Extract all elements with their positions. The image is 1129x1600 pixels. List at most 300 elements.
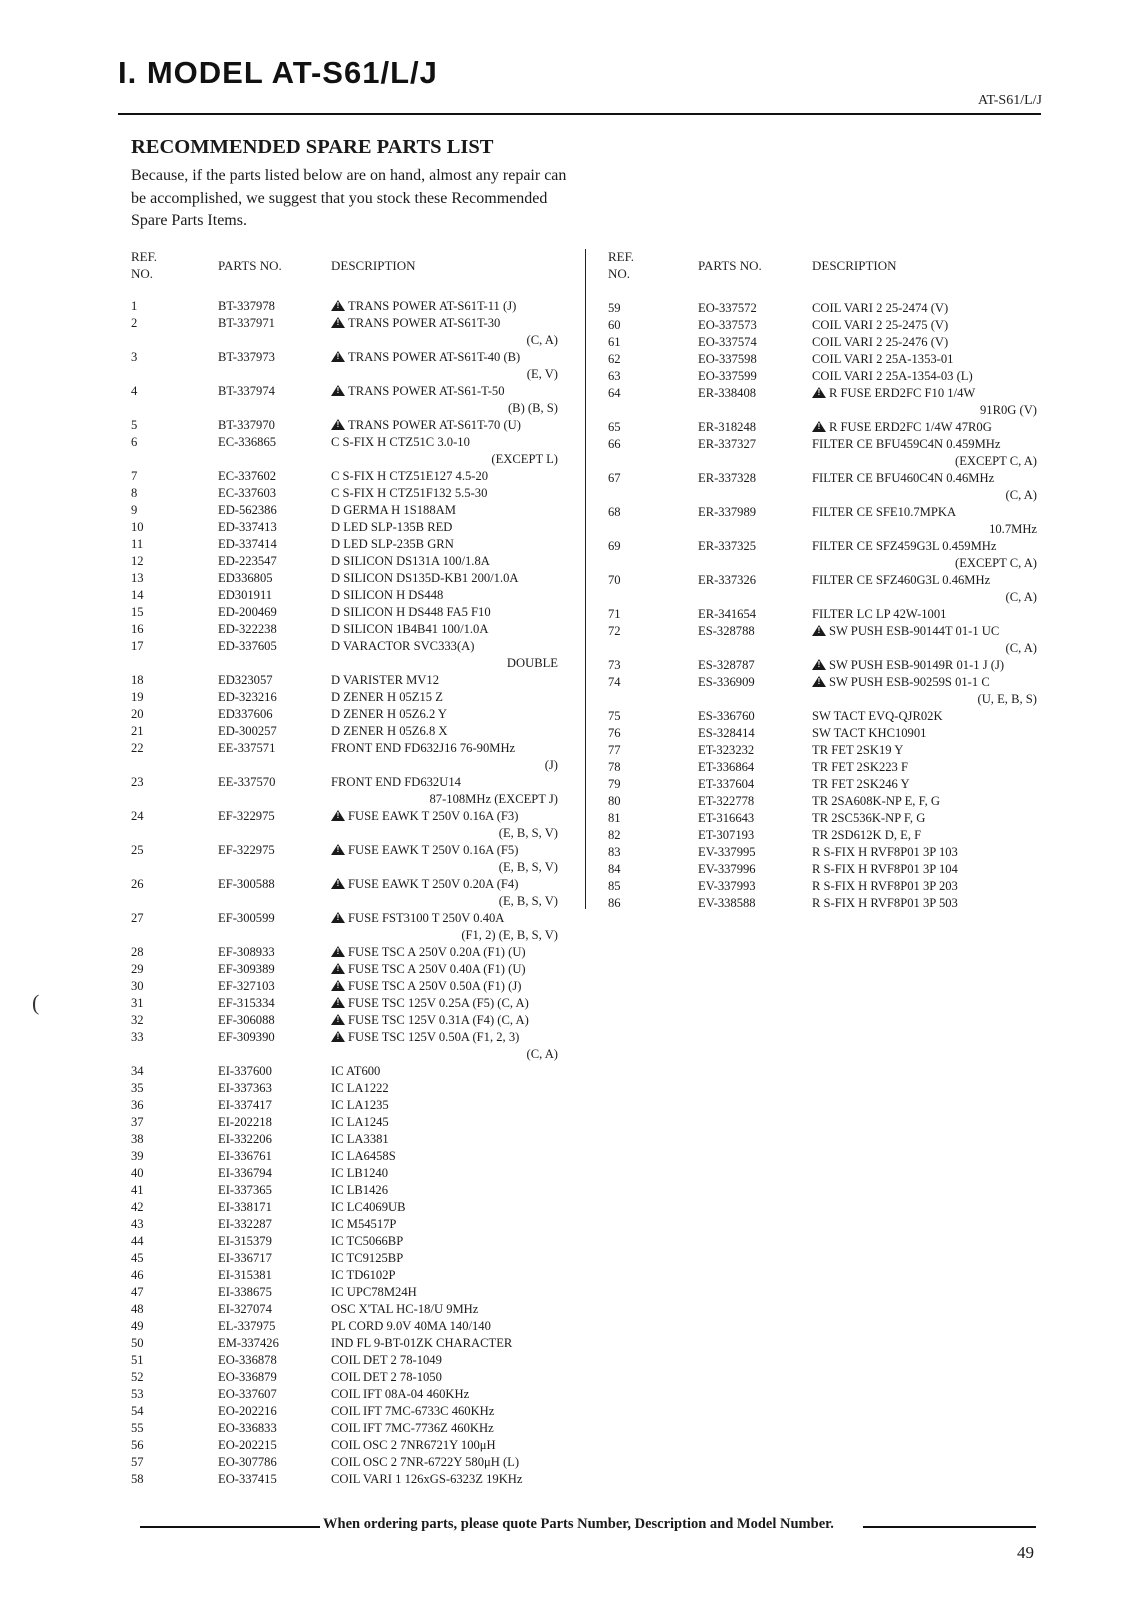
part-description: C S-FIX H CTZ51C 3.0-10	[331, 435, 470, 449]
safety-warning-icon	[331, 419, 345, 430]
part-description: TR 2SA608K-NP E, F, G	[812, 794, 940, 808]
part-number: BT-337974	[218, 384, 275, 398]
right-ref-header	[608, 248, 634, 282]
ref-number: 7	[131, 469, 138, 483]
part-number: EO-336833	[218, 1421, 277, 1435]
ref-number: 35	[131, 1081, 144, 1095]
ref-number: 27	[131, 911, 144, 925]
safety-warning-icon	[812, 659, 826, 670]
ref-number: 70	[608, 573, 621, 587]
part-description: C S-FIX H CTZ51F132 5.5-30	[331, 486, 488, 500]
part-number: ED-337413	[218, 520, 277, 534]
ref-number: 56	[131, 1438, 144, 1452]
safety-warning-icon	[331, 980, 345, 991]
part-number: EI-315381	[218, 1268, 272, 1282]
part-number: ER-337327	[698, 437, 757, 451]
left-parts-no-header: PARTS NO.	[218, 258, 282, 273]
part-number: EV-337995	[698, 845, 756, 859]
part-description: TR FET 2SK223 F	[812, 760, 908, 774]
model-tag: AT-S61/L/J	[977, 93, 1042, 108]
part-description	[812, 623, 999, 640]
part-description: SW TACT EVQ-QJR02K	[812, 709, 943, 723]
part-number: ER-341654	[698, 607, 757, 621]
description-text: FUSE TSC 125V 0.25A (F5) (C, A)	[348, 996, 529, 1010]
ref-number: 19	[131, 690, 144, 704]
part-description	[331, 961, 526, 978]
part-number: EO-202216	[218, 1404, 277, 1418]
part-number: EO-337598	[698, 352, 757, 366]
description-continuation: (E, B, S, V)	[498, 894, 558, 908]
part-number: ED336805	[218, 571, 273, 585]
ref-number: 29	[131, 962, 144, 976]
description-text: FUSE FST3100 T 250V 0.40A	[348, 911, 505, 925]
part-description: COIL VARI 2 25A-1354-03 (L)	[812, 369, 973, 383]
part-description	[331, 944, 526, 961]
part-description: IC LA1245	[331, 1115, 389, 1129]
part-description	[331, 417, 521, 434]
part-number: EI-337365	[218, 1183, 272, 1197]
part-number: ED-337414	[218, 537, 277, 551]
ref-number: 79	[608, 777, 621, 791]
description-continuation: 10.7MHz	[989, 522, 1037, 536]
description-text: SW PUSH ESB-90149R 01-1 J (J)	[829, 658, 1005, 672]
ref-number: 60	[608, 318, 621, 332]
part-description: IND FL 9-BT-01ZK CHARACTER	[331, 1336, 513, 1350]
part-description: IC TC9125BP	[331, 1251, 404, 1265]
ref-number: 31	[131, 996, 144, 1010]
ref-number: 61	[608, 335, 621, 349]
safety-warning-icon	[331, 844, 345, 855]
part-description: D VARACTOR SVC333(A)	[331, 639, 475, 653]
description-continuation: (B) (B, S)	[507, 401, 558, 415]
part-number: EF-309389	[218, 962, 275, 976]
part-number: EO-337415	[218, 1472, 277, 1486]
ref-number: 30	[131, 979, 144, 993]
part-description: D ZENER H 05Z6.2 Y	[331, 707, 448, 721]
part-description	[331, 298, 516, 315]
part-description: FRONT END FD632U14	[331, 775, 461, 789]
part-description	[331, 1012, 529, 1029]
ref-number: 18	[131, 673, 144, 687]
ref-number: 62	[608, 352, 621, 366]
part-number: EI-332287	[218, 1217, 272, 1231]
part-number: EO-336878	[218, 1353, 277, 1367]
part-number: EI-332206	[218, 1132, 272, 1146]
part-number: ED-562386	[218, 503, 277, 517]
part-description: D ZENER H 05Z6.8 X	[331, 724, 448, 738]
part-description	[812, 657, 1004, 674]
ref-number: 5	[131, 418, 138, 432]
description-text: FUSE EAWK T 250V 0.16A (F5)	[348, 843, 519, 857]
part-number: ED301911	[218, 588, 273, 602]
description-text: R FUSE ERD2FC 1/4W 47R0G	[829, 420, 992, 434]
description-text: SW PUSH ESB-90144T 01-1 UC	[829, 624, 1000, 638]
ref-number: 4	[131, 384, 138, 398]
description-continuation: (C, A)	[1005, 641, 1037, 655]
part-description: D GERMA H 1S188AM	[331, 503, 456, 517]
part-number: ES-328414	[698, 726, 755, 740]
ref-number: 51	[131, 1353, 144, 1367]
ref-number: 68	[608, 505, 621, 519]
part-number: EV-337996	[698, 862, 756, 876]
safety-warning-icon	[331, 1031, 345, 1042]
ref-number: 54	[131, 1404, 144, 1418]
part-description: COIL DET 2 78-1050	[331, 1370, 442, 1384]
part-description: FRONT END FD632J16 76-90MHz	[331, 741, 516, 755]
part-number: BT-337970	[218, 418, 275, 432]
part-description: D SILICON H DS448	[331, 588, 444, 602]
part-number: EF-322975	[218, 843, 275, 857]
part-number: EC-337603	[218, 486, 277, 500]
part-description: D SILICON 1B4B41 100/1.0A	[331, 622, 489, 636]
part-number: EV-337993	[698, 879, 756, 893]
ref-number: 80	[608, 794, 621, 808]
part-number: EC-336865	[218, 435, 277, 449]
safety-warning-icon	[331, 878, 345, 889]
part-number: EE-337571	[218, 741, 276, 755]
part-description: IC LB1426	[331, 1183, 389, 1197]
part-description: IC LB1240	[331, 1166, 389, 1180]
part-description: D LED SLP-135B RED	[331, 520, 453, 534]
safety-warning-icon	[331, 1014, 345, 1025]
footer-rule-right	[863, 1526, 1036, 1528]
ref-number: 24	[131, 809, 144, 823]
safety-warning-icon	[331, 963, 345, 974]
part-number: ET-322778	[698, 794, 755, 808]
ref-number: 55	[131, 1421, 144, 1435]
part-number: ER-338408	[698, 386, 757, 400]
part-description	[331, 808, 518, 825]
ref-number: 38	[131, 1132, 144, 1146]
description-text: TRANS POWER AT-S61T-30	[348, 316, 501, 330]
description-text: FUSE TSC A 250V 0.20A (F1) (U)	[348, 945, 526, 959]
safety-warning-icon	[331, 946, 345, 957]
part-number: EF-300599	[218, 911, 275, 925]
part-number: EO-337599	[698, 369, 757, 383]
description-continuation: (F1, 2) (E, B, S, V)	[461, 928, 558, 942]
part-number: EL-337975	[218, 1319, 276, 1333]
part-description: TR 2SD612K D, E, F	[812, 828, 922, 842]
ref-number: 15	[131, 605, 144, 619]
part-description: FILTER CE SFZ459G3L 0.459MHz	[812, 539, 997, 553]
ref-number: 59	[608, 301, 621, 315]
part-number: EM-337426	[218, 1336, 279, 1350]
part-description: D SILICON DS135D-KB1 200/1.0A	[331, 571, 519, 585]
part-description: IC TC5066BP	[331, 1234, 404, 1248]
ref-number: 44	[131, 1234, 144, 1248]
description-continuation: DOUBLE	[506, 656, 558, 670]
ref-number: 11	[131, 537, 144, 551]
ref-number: 37	[131, 1115, 144, 1129]
ref-number: 46	[131, 1268, 144, 1282]
header-rule	[118, 113, 1041, 115]
part-description: R S-FIX H RVF8P01 3P 503	[812, 896, 958, 910]
part-number: ET-316643	[698, 811, 755, 825]
part-description: TR FET 2SK246 Y	[812, 777, 910, 791]
part-number: ED337606	[218, 707, 273, 721]
part-description: COIL VARI 2 25-2476 (V)	[812, 335, 949, 349]
part-description: R S-FIX H RVF8P01 3P 103	[812, 845, 958, 859]
part-description: FILTER LC LP 42W-1001	[812, 607, 947, 621]
description-text: FUSE TSC A 250V 0.50A (F1) (J)	[348, 979, 522, 993]
ref-number: 16	[131, 622, 144, 636]
part-description	[812, 419, 992, 436]
part-description	[812, 385, 975, 402]
ref-number: 25	[131, 843, 144, 857]
ref-number: 53	[131, 1387, 144, 1401]
ref-number: 77	[608, 743, 621, 757]
ref-number: 75	[608, 709, 621, 723]
part-number: ED-300257	[218, 724, 277, 738]
column-divider	[585, 249, 586, 909]
safety-warning-icon	[331, 997, 345, 1008]
page-title: I. MODEL AT-S61/L/J	[118, 55, 438, 90]
part-description: IC LA1235	[331, 1098, 389, 1112]
part-description: IC LA3381	[331, 1132, 389, 1146]
safety-warning-icon	[331, 385, 345, 396]
ref-number: 26	[131, 877, 144, 891]
part-description: FILTER CE BFU459C4N 0.459MHz	[812, 437, 1001, 451]
part-description: IC AT600	[331, 1064, 381, 1078]
ref-number: 52	[131, 1370, 144, 1384]
ref-number: 76	[608, 726, 621, 740]
part-number: EI-202218	[218, 1115, 272, 1129]
part-number: EF-322975	[218, 809, 275, 823]
part-number: EO-337574	[698, 335, 757, 349]
part-number: BT-337973	[218, 350, 275, 364]
part-number: EI-337417	[218, 1098, 272, 1112]
part-description: COIL VARI 2 25-2474 (V)	[812, 301, 949, 315]
ref-number: 49	[131, 1319, 144, 1333]
part-number: EF-315334	[218, 996, 275, 1010]
ref-number: 8	[131, 486, 138, 500]
ref-number: 69	[608, 539, 621, 553]
description-text: FUSE TSC 125V 0.31A (F4) (C, A)	[348, 1013, 529, 1027]
ref-number: 64	[608, 386, 621, 400]
part-description: FILTER CE SFZ460G3L 0.46MHz	[812, 573, 991, 587]
part-number: EI-327074	[218, 1302, 272, 1316]
part-number: EO-307786	[218, 1455, 277, 1469]
section-heading: RECOMMENDED SPARE PARTS LIST	[131, 136, 494, 158]
part-number: ET-336864	[698, 760, 755, 774]
part-description: D ZENER H 05Z15 Z	[331, 690, 443, 704]
description-text: R FUSE ERD2FC F10 1/4W	[829, 386, 976, 400]
description-text: TRANS POWER AT-S61T-70 (U)	[348, 418, 521, 432]
part-number: ER-337325	[698, 539, 757, 553]
page-number: 49	[1017, 1543, 1034, 1562]
part-number: ED-323216	[218, 690, 277, 704]
ref-number: 42	[131, 1200, 144, 1214]
part-number: EI-336761	[218, 1149, 272, 1163]
ref-number: 81	[608, 811, 621, 825]
part-number: EE-337570	[218, 775, 276, 789]
part-description: IC M54517P	[331, 1217, 397, 1231]
part-description	[331, 349, 520, 366]
ref-header-line1: REF.	[608, 249, 635, 264]
ref-number: 23	[131, 775, 144, 789]
part-description: OSC X'TAL HC-18/U 9MHz	[331, 1302, 479, 1316]
part-description: IC LA1222	[331, 1081, 389, 1095]
part-description	[331, 1029, 519, 1046]
description-text: FUSE TSC A 250V 0.40A (F1) (U)	[348, 962, 526, 976]
ref-number: 74	[608, 675, 621, 689]
part-description: COIL IFT 7MC-7736Z 460KHz	[331, 1421, 494, 1435]
part-number: EI-315379	[218, 1234, 272, 1248]
part-number: ER-337326	[698, 573, 757, 587]
part-number: EF-309390	[218, 1030, 275, 1044]
part-description: FILTER CE SFE10.7MPKA	[812, 505, 957, 519]
ref-number: 9	[131, 503, 138, 517]
part-description: COIL VARI 2 25A-1353-01	[812, 352, 954, 366]
ref-number: 47	[131, 1285, 144, 1299]
description-continuation: (C, A)	[1005, 488, 1037, 502]
part-description: IC LA6458S	[331, 1149, 396, 1163]
ref-number: 1	[131, 299, 138, 313]
ref-number: 22	[131, 741, 144, 755]
part-number: ES-328788	[698, 624, 755, 638]
description-continuation: (EXCEPT C, A)	[955, 454, 1037, 468]
part-number: EI-337363	[218, 1081, 272, 1095]
part-number: EI-338171	[218, 1200, 272, 1214]
part-number: BT-337978	[218, 299, 275, 313]
description-continuation: (J)	[544, 758, 558, 772]
ref-number: 32	[131, 1013, 144, 1027]
ref-number: 3	[131, 350, 138, 364]
ref-number: 84	[608, 862, 621, 876]
part-number: EO-337573	[698, 318, 757, 332]
description-text: TRANS POWER AT-S61T-40 (B)	[348, 350, 521, 364]
ref-number: 85	[608, 879, 621, 893]
description-continuation: (E, B, S, V)	[498, 860, 558, 874]
part-description: COIL VARI 2 25-2475 (V)	[812, 318, 949, 332]
part-description	[331, 842, 518, 859]
ref-number: 63	[608, 369, 621, 383]
part-description	[331, 383, 505, 400]
footer-rule-left	[140, 1526, 320, 1528]
part-description: IC TD6102P	[331, 1268, 396, 1282]
safety-warning-icon	[331, 300, 345, 311]
ref-number: 13	[131, 571, 144, 585]
description-text: FUSE EAWK T 250V 0.16A (F3)	[348, 809, 519, 823]
ref-number: 66	[608, 437, 621, 451]
part-description	[331, 910, 504, 927]
ref-number: 14	[131, 588, 144, 602]
part-number: EI-336794	[218, 1166, 272, 1180]
description-continuation: (C, A)	[526, 1047, 558, 1061]
part-number: ED-322238	[218, 622, 277, 636]
description-continuation: (U, E, B, S)	[977, 692, 1037, 706]
safety-warning-icon	[331, 810, 345, 821]
part-number: ED-200469	[218, 605, 277, 619]
description-continuation: (EXCEPT C, A)	[955, 556, 1037, 570]
ref-header-line2: NO.	[608, 266, 631, 281]
part-number: ED323057	[218, 673, 273, 687]
description-continuation: (E, B, S, V)	[498, 826, 558, 840]
description-continuation: (E, V)	[526, 367, 558, 381]
part-description: COIL IFT 7MC-6733C 460KHz	[331, 1404, 495, 1418]
ref-number: 57	[131, 1455, 144, 1469]
ref-header-line2: NO.	[131, 266, 154, 281]
part-description: R S-FIX H RVF8P01 3P 104	[812, 862, 958, 876]
ref-number: 28	[131, 945, 144, 959]
description-text: FUSE EAWK T 250V 0.20A (F4)	[348, 877, 519, 891]
part-description: PL CORD 9.0V 40MA 140/140	[331, 1319, 491, 1333]
ref-number: 21	[131, 724, 144, 738]
left-ref-header	[131, 248, 157, 282]
part-description: TR 2SC536K-NP F, G	[812, 811, 926, 825]
part-number: EF-300588	[218, 877, 275, 891]
ref-number: 40	[131, 1166, 144, 1180]
part-number: ET-323232	[698, 743, 755, 757]
part-description: COIL OSC 2 7NR6721Y 100μH	[331, 1438, 496, 1452]
part-description	[331, 995, 529, 1012]
part-description: D SILICON H DS448 FA5 F10	[331, 605, 491, 619]
part-description	[331, 315, 500, 332]
part-number: ER-318248	[698, 420, 757, 434]
part-number: EI-338675	[218, 1285, 272, 1299]
intro-paragraph: Because, if the parts listed below are on hand, almost any repair can be accomplished, we suggest that you stock these Recommended Spare Parts Items.	[131, 167, 567, 229]
part-number: BT-337971	[218, 316, 275, 330]
part-number: EI-336717	[218, 1251, 272, 1265]
part-description: COIL IFT 08A-04 460KHz	[331, 1387, 470, 1401]
ref-number: 33	[131, 1030, 144, 1044]
part-number: EO-336879	[218, 1370, 277, 1384]
part-number: EF-308933	[218, 945, 275, 959]
part-number: EO-337572	[698, 301, 757, 315]
ref-number: 78	[608, 760, 621, 774]
ref-number: 10	[131, 520, 144, 534]
description-text: SW PUSH ESB-90259S 01-1 C	[829, 675, 990, 689]
part-description	[331, 876, 518, 893]
part-description: SW TACT KHC10901	[812, 726, 927, 740]
part-description: D SILICON DS131A 100/1.8A	[331, 554, 490, 568]
part-number: EI-337600	[218, 1064, 272, 1078]
part-description: IC LC4069UB	[331, 1200, 406, 1214]
right-parts-no-header: PARTS NO.	[698, 258, 762, 273]
part-description: TR FET 2SK19 Y	[812, 743, 904, 757]
footer-note: When ordering parts, please quote Parts Number, Description and Model Number.	[323, 1516, 834, 1532]
part-description	[331, 978, 521, 995]
part-description: R S-FIX H RVF8P01 3P 203	[812, 879, 958, 893]
ref-number: 6	[131, 435, 138, 449]
part-number: EO-202215	[218, 1438, 277, 1452]
ref-number: 36	[131, 1098, 144, 1112]
part-number: ER-337989	[698, 505, 757, 519]
safety-warning-icon	[331, 351, 345, 362]
part-description: COIL VARI 1 126xGS-6323Z 19KHz	[331, 1472, 523, 1486]
ref-number: 2	[131, 316, 138, 330]
part-number: EF-306088	[218, 1013, 275, 1027]
safety-warning-icon	[331, 317, 345, 328]
description-text: TRANS POWER AT-S61T-11 (J)	[348, 299, 517, 313]
ref-number: 17	[131, 639, 144, 653]
part-number: ER-337328	[698, 471, 757, 485]
safety-warning-icon	[812, 421, 826, 432]
safety-warning-icon	[812, 387, 826, 398]
safety-warning-icon	[812, 625, 826, 636]
description-text: FUSE TSC 125V 0.50A (F1, 2, 3)	[348, 1030, 520, 1044]
ref-number: 39	[131, 1149, 144, 1163]
part-number: ES-336760	[698, 709, 755, 723]
part-number: EF-327103	[218, 979, 275, 993]
ref-number: 34	[131, 1064, 144, 1078]
ref-number: 45	[131, 1251, 144, 1265]
safety-warning-icon	[812, 676, 826, 687]
part-number: ET-337604	[698, 777, 755, 791]
part-description	[812, 674, 990, 691]
part-description: COIL DET 2 78-1049	[331, 1353, 442, 1367]
ref-number: 72	[608, 624, 621, 638]
